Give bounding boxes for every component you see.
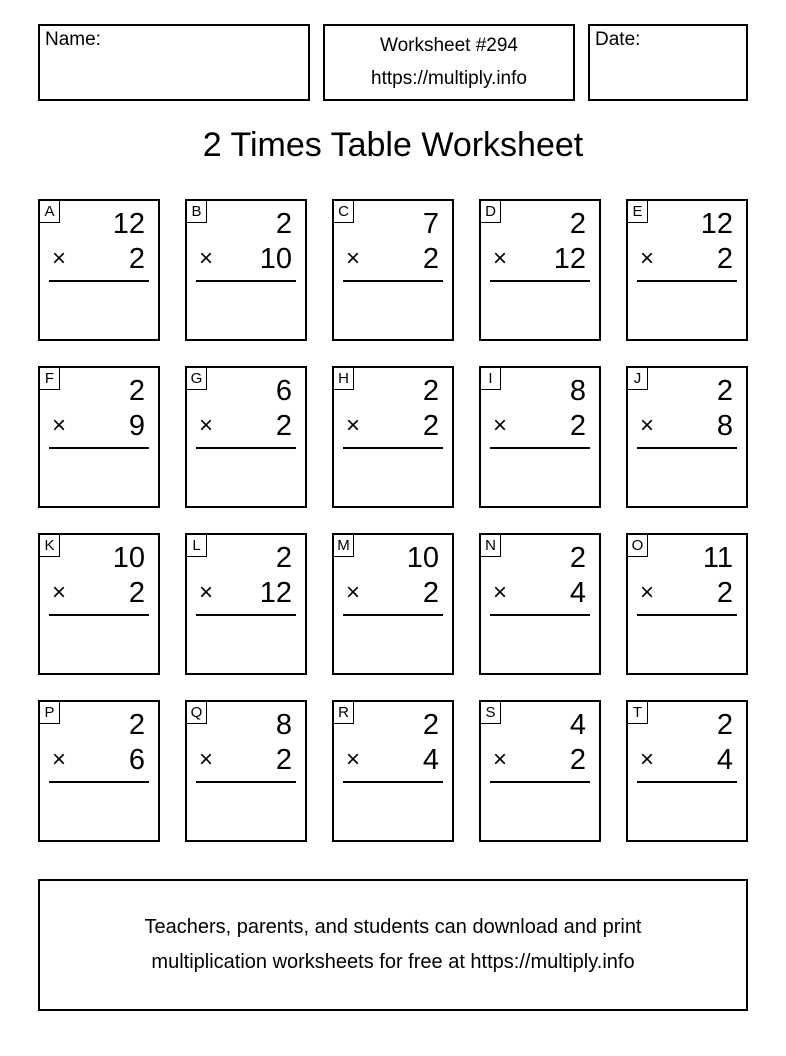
problem-card[interactable] — [479, 199, 601, 341]
answer-line — [490, 614, 590, 616]
answer-line — [49, 614, 149, 616]
problem-letter: G — [187, 368, 207, 390]
problem-card[interactable] — [38, 533, 160, 675]
answer-line — [637, 280, 737, 282]
top-number: 8 — [275, 709, 292, 741]
problem-card[interactable] — [185, 533, 307, 675]
top-number: 11 — [702, 542, 733, 574]
bottom-number: 2 — [128, 243, 145, 275]
problem-letter: P — [40, 702, 60, 724]
problem-letter: N — [481, 535, 501, 557]
bottom-number: 9 — [128, 410, 145, 442]
problem-card[interactable] — [479, 700, 601, 842]
top-number: 7 — [422, 208, 439, 240]
top-number: 8 — [569, 375, 586, 407]
answer-line — [343, 280, 443, 282]
answer-line — [637, 447, 737, 449]
answer-line — [637, 614, 737, 616]
top-number: 2 — [569, 542, 586, 574]
problem-letter: S — [481, 702, 501, 724]
problem-card[interactable] — [185, 700, 307, 842]
problem-card[interactable] — [626, 199, 748, 341]
answer-line — [637, 781, 737, 783]
problem-letter: A — [40, 201, 60, 223]
bottom-number: 10 — [259, 243, 292, 275]
top-number: 2 — [275, 542, 292, 574]
multiply-sign: × — [52, 245, 67, 272]
multiply-sign: × — [493, 245, 508, 272]
multiply-sign: × — [346, 245, 361, 272]
multiply-sign: × — [346, 412, 361, 439]
top-number: 2 — [128, 375, 145, 407]
top-number: 12 — [700, 208, 733, 240]
bottom-number: 2 — [275, 410, 292, 442]
problem-letter: H — [334, 368, 354, 390]
top-number: 2 — [275, 208, 292, 240]
answer-line — [49, 781, 149, 783]
bottom-number: 2 — [716, 577, 733, 609]
multiply-sign: × — [346, 579, 361, 606]
top-number: 2 — [422, 375, 439, 407]
answer-line — [343, 614, 443, 616]
answer-line — [49, 447, 149, 449]
answer-line — [490, 447, 590, 449]
answer-line — [196, 614, 296, 616]
problem-letter: C — [334, 201, 354, 223]
problem-letter: B — [187, 201, 207, 223]
top-number: 2 — [716, 709, 733, 741]
answer-line — [196, 280, 296, 282]
footer-line-2: multiplication worksheets for free at https://multiply.info — [151, 951, 635, 973]
top-number: 6 — [275, 375, 292, 407]
problem-letter: J — [628, 368, 648, 390]
multiply-sign: × — [640, 245, 655, 272]
problem-card[interactable] — [626, 366, 748, 508]
top-number: 4 — [569, 709, 586, 741]
bottom-number: 2 — [422, 410, 439, 442]
problem-letter: L — [187, 535, 207, 557]
multiply-sign: × — [493, 579, 508, 606]
bottom-number: 2 — [716, 243, 733, 275]
top-number: 10 — [112, 542, 145, 574]
problem-letter: R — [334, 702, 354, 724]
multiply-sign: × — [199, 746, 214, 773]
top-number: 12 — [112, 208, 145, 240]
name-label: Name: — [45, 29, 101, 50]
bottom-number: 4 — [422, 744, 439, 776]
problem-card[interactable] — [626, 700, 748, 842]
problem-letter: Q — [187, 702, 207, 724]
answer-line — [490, 781, 590, 783]
problem-card[interactable] — [38, 366, 160, 508]
problem-card[interactable] — [332, 700, 454, 842]
bottom-number: 8 — [716, 410, 733, 442]
problem-letter: T — [628, 702, 648, 724]
answer-line — [343, 447, 443, 449]
problem-card[interactable] — [626, 533, 748, 675]
footer-box — [38, 879, 748, 1011]
bottom-number: 4 — [716, 744, 733, 776]
top-number: 2 — [422, 709, 439, 741]
worksheet-info-box — [323, 24, 575, 101]
answer-line — [49, 280, 149, 282]
problem-letter: D — [481, 201, 501, 223]
date-label: Date: — [595, 29, 641, 50]
problem-letter: K — [40, 535, 60, 557]
name-box[interactable] — [38, 24, 310, 101]
problem-card[interactable] — [332, 366, 454, 508]
top-number: 2 — [569, 208, 586, 240]
multiply-sign: × — [640, 746, 655, 773]
problem-card[interactable] — [185, 199, 307, 341]
multiply-sign: × — [199, 412, 214, 439]
bottom-number: 12 — [259, 577, 292, 609]
multiply-sign: × — [346, 746, 361, 773]
footer-line-1: Teachers, parents, and students can download and print — [144, 916, 642, 938]
multiply-sign: × — [640, 412, 655, 439]
multiply-sign: × — [493, 412, 508, 439]
worksheet-number: Worksheet #294 — [379, 35, 518, 56]
problem-card[interactable] — [185, 366, 307, 508]
bottom-number: 2 — [569, 410, 586, 442]
answer-line — [490, 280, 590, 282]
problem-letter: M — [334, 535, 354, 557]
bottom-number: 2 — [422, 577, 439, 609]
answer-line — [196, 781, 296, 783]
worksheet-url: https://multiply.info — [371, 68, 527, 89]
bottom-number: 2 — [128, 577, 145, 609]
bottom-number: 6 — [128, 744, 145, 776]
problem-card[interactable] — [479, 366, 601, 508]
problem-card[interactable] — [479, 533, 601, 675]
problem-card[interactable] — [38, 700, 160, 842]
top-number: 2 — [128, 709, 145, 741]
problem-letter: O — [628, 535, 648, 557]
multiply-sign: × — [52, 746, 67, 773]
multiply-sign: × — [493, 746, 508, 773]
problem-letter: I — [481, 368, 501, 390]
top-number: 2 — [716, 375, 733, 407]
page-title: 2 Times Table Worksheet — [202, 126, 584, 164]
problem-card[interactable] — [332, 199, 454, 341]
bottom-number: 4 — [569, 577, 586, 609]
problem-card[interactable] — [38, 199, 160, 341]
answer-line — [196, 447, 296, 449]
multiply-sign: × — [52, 412, 67, 439]
bottom-number: 2 — [569, 744, 586, 776]
top-number: 10 — [406, 542, 439, 574]
multiply-sign: × — [640, 579, 655, 606]
multiply-sign: × — [52, 579, 67, 606]
multiply-sign: × — [199, 579, 214, 606]
problem-letter: E — [628, 201, 648, 223]
multiply-sign: × — [199, 245, 214, 272]
answer-line — [343, 781, 443, 783]
bottom-number: 2 — [422, 243, 439, 275]
bottom-number: 2 — [275, 744, 292, 776]
bottom-number: 12 — [553, 243, 586, 275]
date-box[interactable] — [588, 24, 748, 101]
problem-card[interactable] — [332, 533, 454, 675]
problem-letter: F — [40, 368, 60, 390]
